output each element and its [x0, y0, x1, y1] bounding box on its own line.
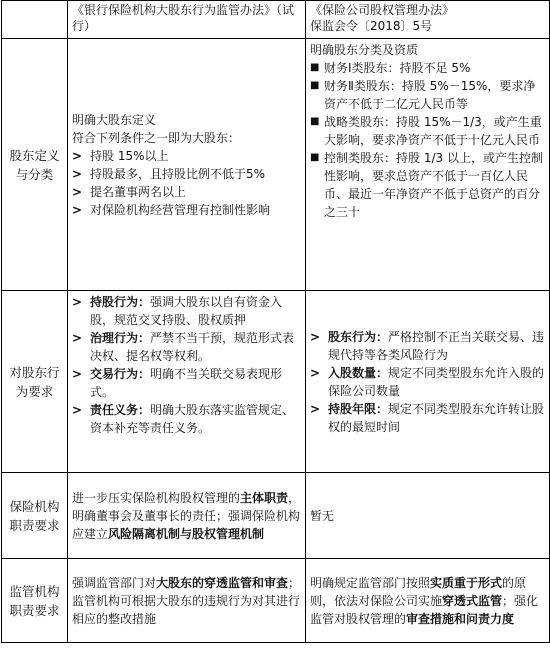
definition-bank-list — [72, 147, 301, 219]
list-item: > 治理行为：严禁不当干预，规范形式表决权、提名权等权利。 — [72, 331, 295, 363]
definition-bank-intro: 符合下列条件之一即为大股东： — [72, 130, 241, 145]
row-institution — [2, 473, 550, 559]
list-item: ■ 战略类股东：持股 15%－1/3，或产生重大影响，要求净资产不低于十亿元人民币 — [310, 115, 542, 147]
list-item: ■ 财务Ⅰ类股东：持股不足 5% — [310, 61, 471, 75]
list-item: > 入股数量：规定不同类型股东允许入股的保险公司数量 — [310, 365, 545, 398]
list-item: > 交易行为：明确不当关联交易表现形式。 — [72, 367, 283, 399]
arrow-bullet-icon: > — [310, 401, 321, 416]
row-label-regulator: 监管机构职责要求 — [2, 559, 68, 643]
definition-bank-cell — [68, 39, 306, 291]
behavior-insurance-list — [310, 328, 545, 436]
list-item: > 持股 15%以上 — [72, 148, 169, 163]
header-equity-management-measures — [306, 1, 550, 39]
arrow-bullet-icon: > — [72, 295, 83, 309]
behavior-insurance-cell — [306, 291, 550, 473]
list-item: ■ 财务Ⅱ类股东：持股 5%－15%，要求净资产不低于二亿元人民币等 — [310, 79, 536, 111]
arrow-bullet-icon: > — [310, 329, 321, 344]
square-bullet-icon: ■ — [310, 152, 320, 163]
arrow-bullet-icon: > — [72, 166, 83, 181]
behavior-bank-list — [72, 293, 301, 437]
square-bullet-icon: ■ — [310, 80, 320, 91]
square-bullet-icon: ■ — [310, 116, 320, 127]
arrow-bullet-icon: > — [72, 184, 83, 199]
arrow-bullet-icon: > — [72, 367, 83, 381]
header-c-line2: 保监会令〔2018〕5号 — [310, 19, 433, 33]
arrow-bullet-icon: > — [72, 403, 83, 417]
header-row — [2, 1, 550, 39]
list-item: > 提名董事两名以上 — [72, 184, 187, 199]
header-blank-cell — [2, 1, 68, 39]
definition-insurance-cell — [306, 39, 550, 291]
regulator-bank-cell: 强调监管部门对大股东的穿透监管和审查；监管机构可根据大股东的违规行为对其进行相应的整改措施 — [68, 559, 306, 643]
arrow-bullet-icon: > — [72, 331, 83, 345]
header-bank-insurance-measures: 《银行保险机构大股东行为监管办法》（试行） — [68, 1, 306, 39]
row-label-institution: 保险机构职责要求 — [2, 473, 68, 559]
arrow-bullet-icon: > — [72, 202, 83, 217]
list-item: > 对保险机构经营管理有控制性影响 — [72, 202, 271, 217]
row-label-behavior: 对股东行为要求 — [2, 291, 68, 473]
row-label-definition: 股东定义与分类 — [2, 39, 68, 291]
list-item: > 持股年限：规定不同类型股东允许转让股权的最短时间 — [310, 401, 545, 434]
arrow-bullet-icon: > — [72, 148, 83, 163]
list-item: > 股东行为：严格控制不正当关联交易、违规代持等各类风险行为 — [310, 329, 545, 362]
regulator-insurance-cell: 明确规定监管部门按照实质重于形式的原则，依法对保险公司实施穿透式监管；强化监管对股权管理的审查措施和问责力度 — [306, 559, 550, 643]
header-c-line1: 《保险公司股权管理办法》 — [310, 3, 455, 17]
comparison-table — [1, 0, 550, 643]
list-item: > 持股最多，且持股比例不低于5% — [72, 166, 266, 181]
institution-insurance-cell: 暂无 — [306, 473, 550, 559]
list-item: > 持股行为：强调大股东以自有资金入股，规范交叉持股、股权质押 — [72, 295, 283, 327]
row-regulator — [2, 559, 550, 643]
row-definition — [2, 39, 550, 291]
definition-insurance-title: 明确股东分类及资质 — [310, 43, 419, 57]
behavior-bank-cell — [68, 291, 306, 473]
list-item: > 责任义务：明确大股东落实监管规定、资本补充等责任义务。 — [72, 403, 295, 435]
list-item: ■ 控制类股东：持股 1/3 以上，或产生控制性影响，要求总资产不低于一百亿人民币、最近一年净资产不低于总资产的百分之三十 — [310, 151, 543, 219]
definition-bank-title: 明确大股东定义 — [72, 112, 157, 127]
arrow-bullet-icon: > — [310, 365, 321, 380]
definition-insurance-list — [310, 59, 545, 221]
institution-bank-cell: 进一步压实保险机构股权管理的主体职责，明确董事会及董事长的责任；强调保险机构应建立风险隔离机制与股权管理机制 — [68, 473, 306, 559]
square-bullet-icon: ■ — [310, 62, 320, 73]
row-behavior — [2, 291, 550, 473]
